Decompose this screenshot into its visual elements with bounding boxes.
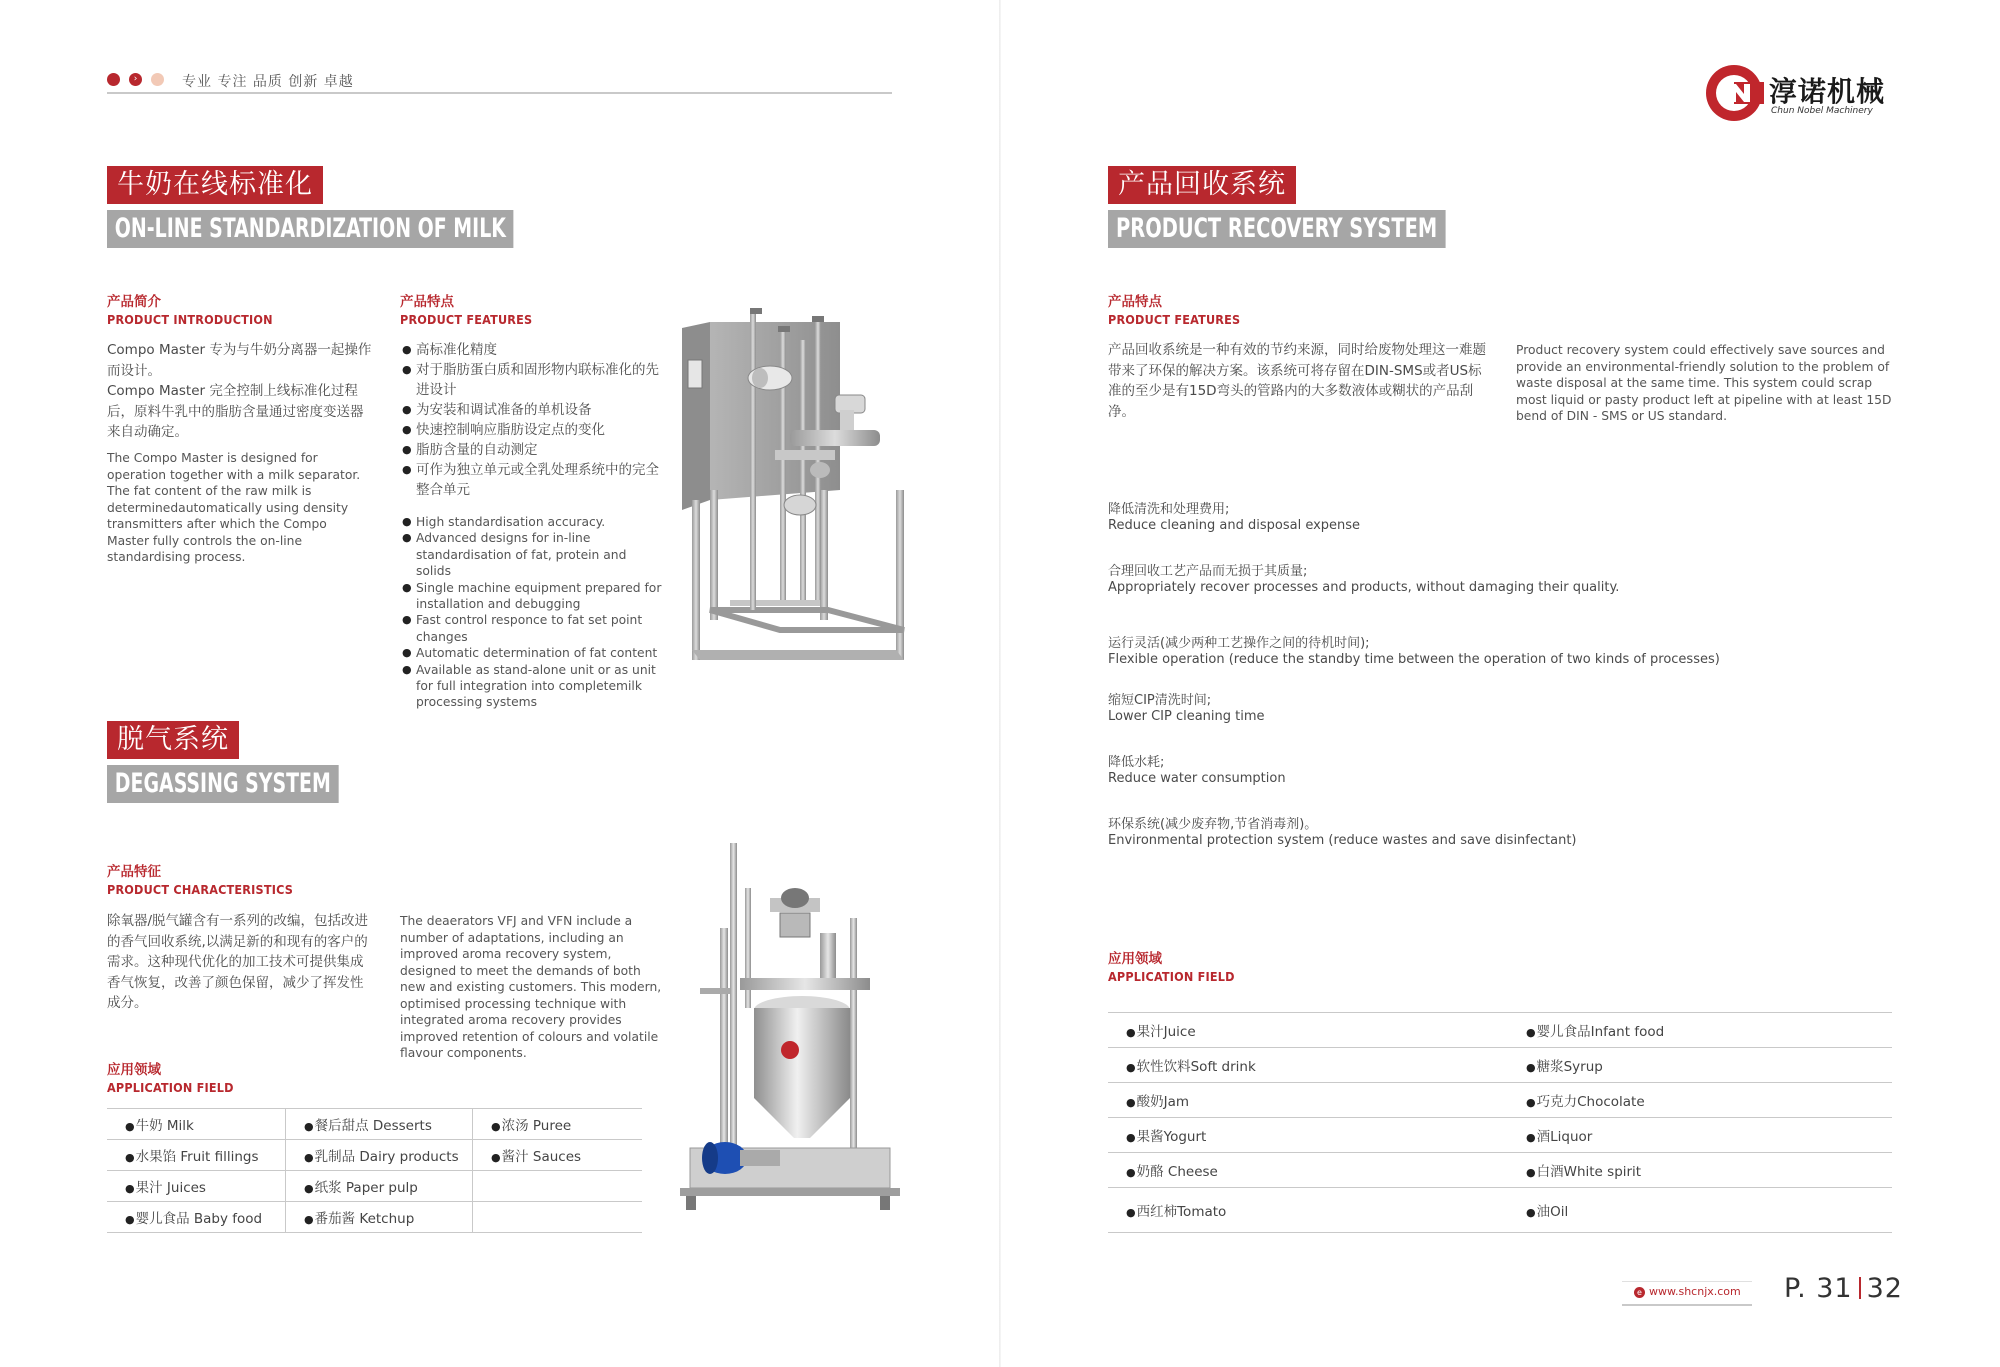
footer-website[interactable] <box>1622 1281 1752 1306</box>
recovery-application-table <box>1108 1012 1892 1233</box>
milk-features-en-list <box>402 514 664 711</box>
milk-intro-head-cn: 产品简介 <box>107 294 161 310</box>
logo-mark-icon <box>1703 62 1765 124</box>
list-item: ● Single machine equipment prepared for installation and debugging <box>402 580 664 613</box>
table-cell: ● 酒Liquor <box>1508 1118 1892 1153</box>
benefit-cn: 缩短CIP清洗时间; <box>1108 693 1212 708</box>
logo-en: Chun Nobel Machinery <box>1771 106 1873 116</box>
list-item: ● High standardisation accuracy. <box>402 514 664 530</box>
standardization-machine-image <box>670 300 920 680</box>
benefit-en: Reduce water consumption <box>1108 771 1286 786</box>
page-number-current: P. 31 <box>1784 1273 1853 1304</box>
list-item: ● 可作为独立单元或全乳处理系统中的完全整合单元 <box>402 460 664 500</box>
table-cell: ● 餐后甜点 Desserts <box>286 1109 473 1140</box>
degas-title-en: DEGASSING SYSTEM <box>107 765 339 803</box>
milk-title-cn: 牛奶在线标准化 <box>107 166 323 204</box>
table-cell: ● 软性饮料Soft drink <box>1108 1048 1508 1083</box>
table-cell: ● 婴儿食品Infant food <box>1508 1013 1892 1048</box>
degas-char-en: The deaerators VFJ and VFN include a number of adaptations, including an improved aroma recovery system, designed to meet the demands of both new and existing customers. This modern, optimised processing technique with integrated aroma recovery provides improved retention of colours and volatile flavour components. <box>400 914 662 1060</box>
milk-intro-cn-2: Compo Master 完全控制上线标准化过程后，原料牛乳中的脂肪含量通过密度变送器来自动确定。 <box>107 383 364 440</box>
benefit-cn: 环保系统(减少废弃物,节省消毒剂)。 <box>1108 817 1318 832</box>
header-dot-red <box>107 73 120 86</box>
table-cell: ● 牛奶 Milk <box>107 1109 286 1140</box>
page-number-next: 32 <box>1866 1273 1903 1304</box>
recovery-desc-en: Product recovery system could effectively save sources and provide an environmental-friendly solution to the problem of waste disposal at the same time. This system could scrap most liquid or pasty product left at pipeline with at least 15D bend of DIN - SMS or US standard. <box>1516 343 1892 423</box>
logo-cn: 淳诺机械 <box>1769 75 1886 108</box>
degas-char-cn: 除氧器/脱气罐含有一系列的改编，包括改进的香气回收系统,以满足新的和现有的客户的需求。这种现代优化的加工技术可提供集成香气恢复，改善了颜色保留，减少了挥发性成分。 <box>107 913 369 1011</box>
table-cell: ● 白酒White spirit <box>1508 1153 1892 1188</box>
degas-title-cn: 脱气系统 <box>107 721 239 759</box>
benefit-cn: 合理回收工艺产品而无损于其质量; <box>1108 564 1308 579</box>
recovery-benefit-4 <box>1108 693 1265 725</box>
recovery-features-head-en: PRODUCT FEATURES <box>1108 312 1241 327</box>
benefit-cn: 降低清洗和处理费用; <box>1108 502 1230 517</box>
benefit-en: Appropriately recover processes and products, without damaging their quality. <box>1108 580 1620 595</box>
recovery-benefit-1 <box>1108 502 1360 534</box>
table-cell: ● 果酱Yogurt <box>1108 1118 1508 1153</box>
recovery-features-head-cn: 产品特点 <box>1108 294 1162 310</box>
recovery-benefit-2 <box>1108 564 1619 596</box>
recovery-title-cn: 产品回收系统 <box>1108 166 1296 204</box>
list-item: ● 脂肪含量的自动测定 <box>402 440 664 460</box>
page-number-sep <box>1859 1277 1861 1299</box>
table-cell: ● 奶酪 Cheese <box>1108 1153 1508 1188</box>
list-item: ● 高标准化精度 <box>402 340 664 360</box>
page-divider <box>999 0 1001 1367</box>
table-cell: ● 酸奶Jam <box>1108 1083 1508 1118</box>
table-cell: ● 果汁 Juices <box>107 1171 286 1202</box>
table-cell: ● 糖浆Syrup <box>1508 1048 1892 1083</box>
milk-features-cn-list <box>402 340 664 500</box>
benefit-en: Reduce cleaning and disposal expense <box>1108 518 1361 533</box>
table-cell: ● 西红柿Tomato <box>1108 1188 1508 1233</box>
recovery-benefit-3 <box>1108 636 1720 668</box>
degas-app-head-cn: 应用领域 <box>107 1062 161 1078</box>
table-cell: ● 乳制品 Dairy products <box>286 1140 473 1171</box>
table-cell: ● 油Oil <box>1508 1188 1892 1233</box>
list-item: ● Fast control responce to fat set point changes <box>402 612 664 645</box>
benefit-cn: 运行灵活(减少两种工艺操作之间的待机时间); <box>1108 636 1370 651</box>
table-cell: ● 巧克力Chocolate <box>1508 1083 1892 1118</box>
recovery-title-en: PRODUCT RECOVERY SYSTEM <box>1108 210 1445 248</box>
table-cell <box>473 1202 643 1233</box>
benefit-en: Environmental protection system (reduce wastes and save disinfectant) <box>1108 833 1577 848</box>
milk-features-head-cn: 产品特点 <box>400 294 454 310</box>
milk-features-head-en: PRODUCT FEATURES <box>400 312 533 327</box>
benefit-cn: 降低水耗; <box>1108 755 1165 770</box>
table-cell: ● 番茄酱 Ketchup <box>286 1202 473 1233</box>
list-item: ● 快速控制响应脂肪设定点的变化 <box>402 420 664 440</box>
globe-icon: e <box>1634 1287 1645 1298</box>
list-item: ● Available as stand-alone unit or as unit for full integration into completemilk processing systems <box>402 662 664 711</box>
header-rule <box>107 92 892 94</box>
table-cell: ● 婴儿食品 Baby food <box>107 1202 286 1233</box>
degassing-machine-image <box>680 838 900 1238</box>
list-item: ● 为安装和调试准备的单机设备 <box>402 400 664 420</box>
degas-app-head-en: APPLICATION FIELD <box>107 1080 234 1095</box>
table-cell: ● 酱汁 Sauces <box>473 1140 643 1171</box>
benefit-en: Lower CIP cleaning time <box>1108 709 1265 724</box>
milk-title-en: ON-LINE STANDARDIZATION OF MILK <box>107 210 514 248</box>
recovery-app-head-cn: 应用领域 <box>1108 951 1162 967</box>
table-cell: ● 水果馅 Fruit fillings <box>107 1140 286 1171</box>
milk-intro-cn-1: Compo Master 专为与牛奶分离器一起操作而设计。 <box>107 342 372 379</box>
list-item: ● Advanced designs for in-line standardisation of fat, protein and solids <box>402 530 664 579</box>
table-cell: ● 果汁Juice <box>1108 1013 1508 1048</box>
list-item: ● 对于脂肪蛋白质和固形物内联标准化的先进设计 <box>402 360 664 400</box>
list-item: ● Automatic determination of fat content <box>402 645 664 661</box>
website-text: www.shcnjx.com <box>1649 1285 1741 1298</box>
header-tagline: 专业 专注 品质 创新 卓越 <box>182 74 354 90</box>
table-cell: ● 浓汤 Puree <box>473 1109 643 1140</box>
table-cell <box>473 1171 643 1202</box>
milk-intro-en: The Compo Master is designed for operation together with a milk separator. The fat content of the raw milk is determinedautomatically using density transmitters after which the Compo Master fully controls the on-line standardising process. <box>107 451 361 564</box>
header-dot-arrow: › <box>129 73 142 86</box>
brand-logo <box>1703 62 1893 124</box>
header-dot-light <box>151 73 164 86</box>
page-number <box>1784 1273 1903 1304</box>
recovery-app-head-en: APPLICATION FIELD <box>1108 969 1235 984</box>
milk-intro-head-en: PRODUCT INTRODUCTION <box>107 312 273 327</box>
recovery-benefit-5 <box>1108 755 1286 787</box>
degas-char-head-cn: 产品特征 <box>107 864 161 880</box>
recovery-benefit-6 <box>1108 817 1577 849</box>
degas-char-head-en: PRODUCT CHARACTERISTICS <box>107 882 294 897</box>
benefit-en: Flexible operation (reduce the standby time between the operation of two kinds of processes) <box>1108 652 1720 667</box>
recovery-desc-cn: 产品回收系统是一种有效的节约来源，同时给废物处理这一难题带来了环保的解决方案。该系统可将存留在DIN-SMS或者US标准的至少是有15D弯头的管路内的大多数液体或糊状的产品刮净。 <box>1108 342 1486 420</box>
table-cell: ● 纸浆 Paper pulp <box>286 1171 473 1202</box>
degas-application-table <box>107 1108 642 1233</box>
